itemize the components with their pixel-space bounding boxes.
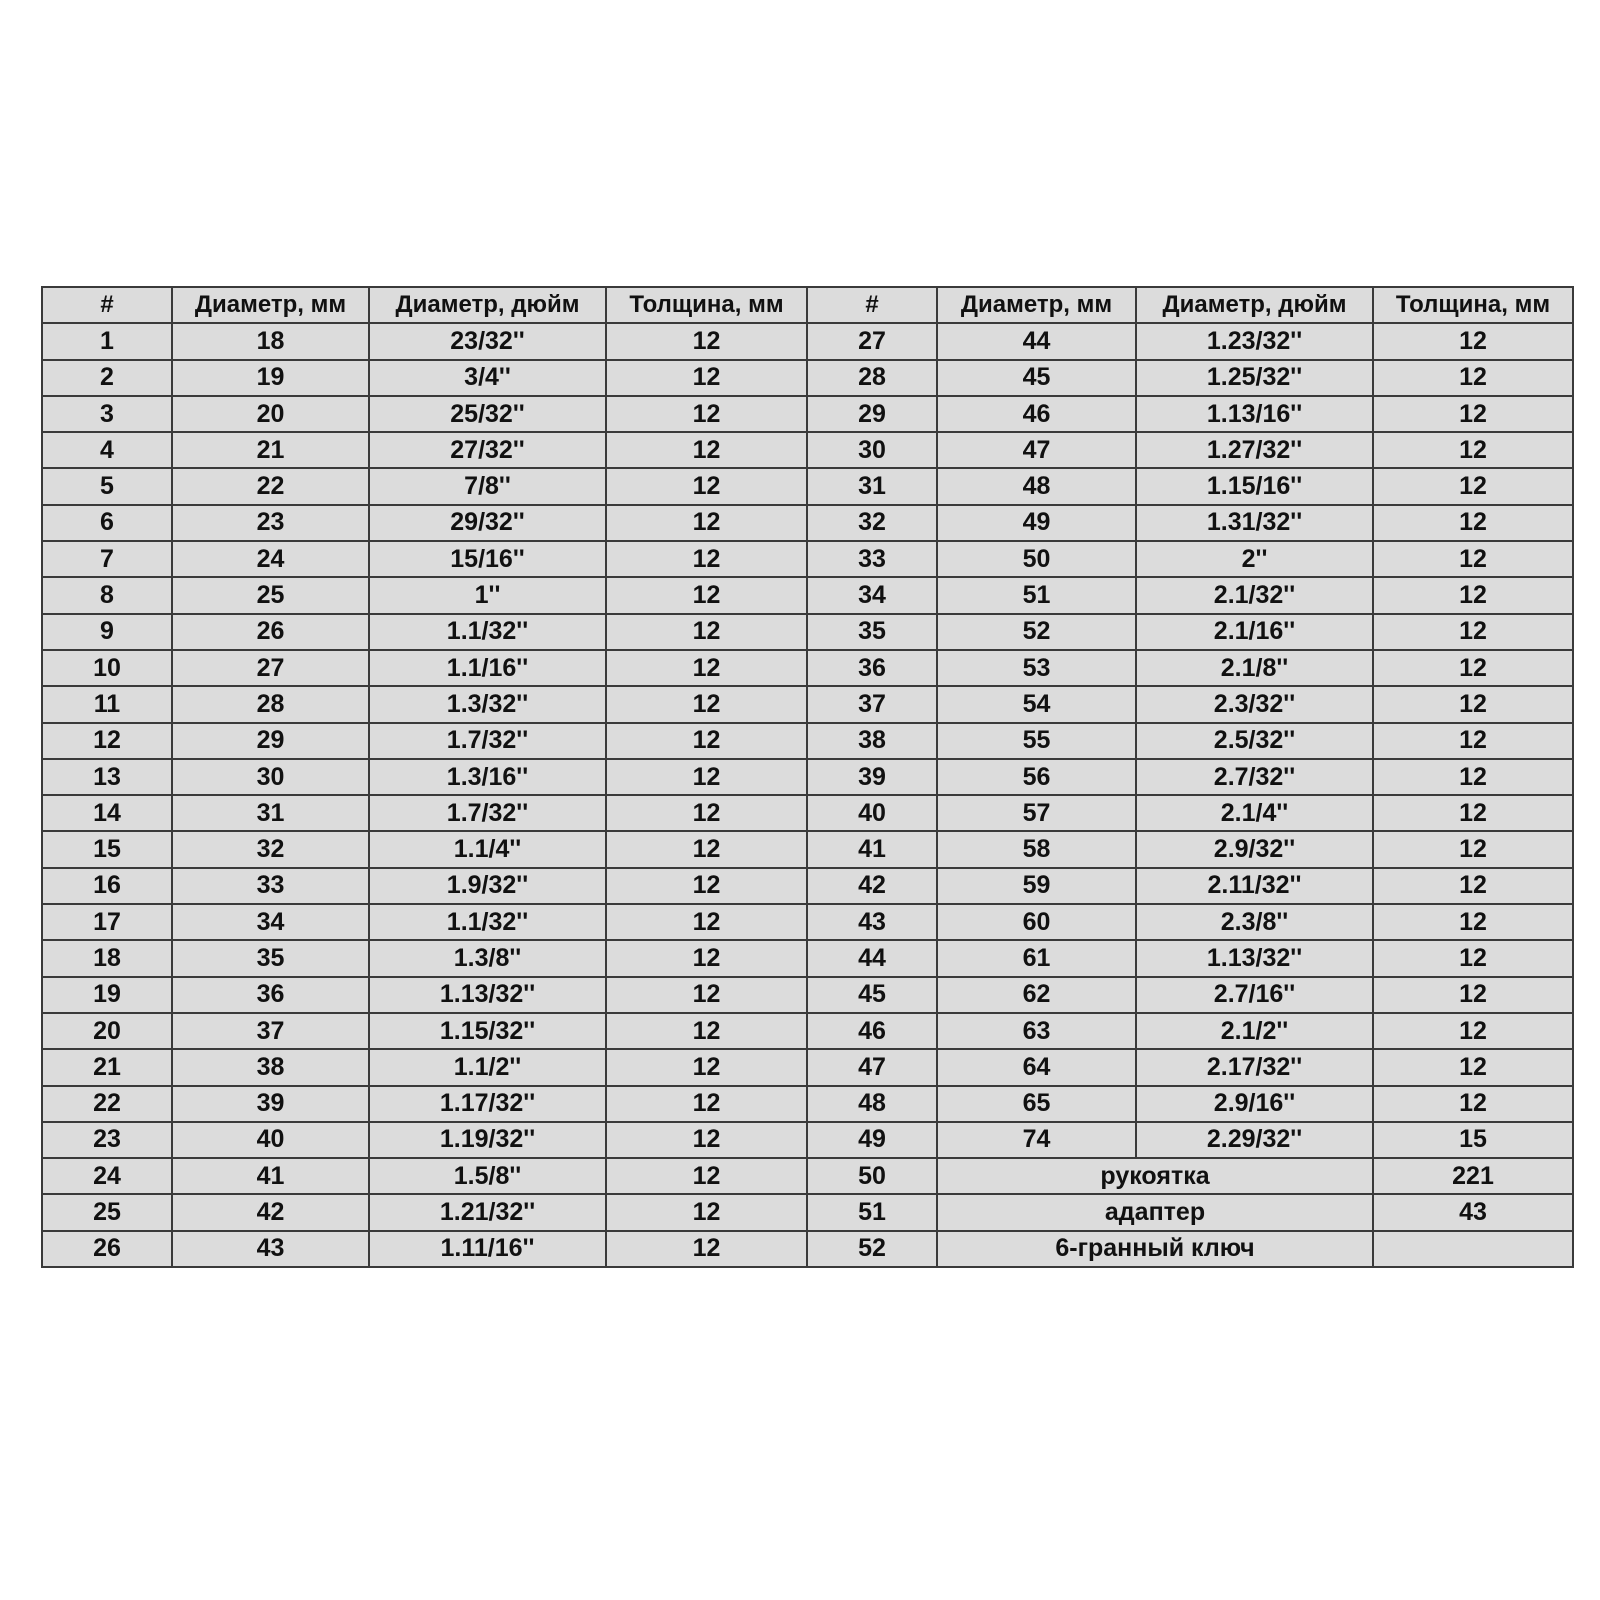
cell-num-right: 45 [807, 977, 937, 1013]
cell-diameter-mm-right: 50 [937, 541, 1136, 577]
cell-diameter-mm-right: 63 [937, 1013, 1136, 1049]
cell-thickness-left: 12 [606, 831, 807, 867]
cell-num-right: 31 [807, 468, 937, 504]
cell-thickness-left: 12 [606, 940, 807, 976]
cell-num-right: 43 [807, 904, 937, 940]
cell-accessory-name: адаптер [937, 1194, 1373, 1230]
cell-thickness-right: 12 [1373, 940, 1573, 976]
cell-accessory-value [1373, 1231, 1573, 1267]
header-row [42, 287, 1573, 323]
cell-diameter-inch-right: 2.5/32'' [1136, 723, 1373, 759]
cell-diameter-mm-right: 51 [937, 577, 1136, 613]
header-cell-num-right: # [807, 287, 937, 323]
cell-thickness-right: 12 [1373, 759, 1573, 795]
cell-diameter-inch-left: 1'' [369, 577, 606, 613]
cell-num-left: 25 [42, 1194, 172, 1230]
cell-diameter-inch-left: 3/4'' [369, 360, 606, 396]
cell-diameter-mm-left: 35 [172, 940, 369, 976]
cell-diameter-mm-left: 26 [172, 614, 369, 650]
cell-thickness-left: 12 [606, 541, 807, 577]
cell-diameter-mm-left: 23 [172, 505, 369, 541]
cell-num-left: 6 [42, 505, 172, 541]
cell-num-right: 39 [807, 759, 937, 795]
cell-thickness-right: 12 [1373, 577, 1573, 613]
cell-thickness-left: 12 [606, 686, 807, 722]
cell-diameter-inch-left: 1.1/2'' [369, 1049, 606, 1085]
cell-thickness-left: 12 [606, 904, 807, 940]
cell-diameter-mm-left: 33 [172, 868, 369, 904]
header-cell-thickness-right: Толщина, мм [1373, 287, 1573, 323]
cell-diameter-mm-left: 42 [172, 1194, 369, 1230]
cell-num-left: 2 [42, 360, 172, 396]
cell-diameter-inch-right: 2.9/16'' [1136, 1086, 1373, 1122]
cell-diameter-mm-right: 47 [937, 432, 1136, 468]
cell-thickness-left: 12 [606, 795, 807, 831]
cell-diameter-inch-right: 2.1/8'' [1136, 650, 1373, 686]
cell-thickness-right: 12 [1373, 505, 1573, 541]
cell-diameter-mm-left: 32 [172, 831, 369, 867]
table-row [42, 614, 1573, 650]
table-row [42, 831, 1573, 867]
cell-diameter-mm-right: 56 [937, 759, 1136, 795]
cell-thickness-right: 12 [1373, 541, 1573, 577]
cell-thickness-right: 12 [1373, 795, 1573, 831]
cell-accessory-name: 6-гранный ключ [937, 1231, 1373, 1267]
cell-thickness-left: 12 [606, 323, 807, 359]
cell-diameter-inch-left: 1.3/32'' [369, 686, 606, 722]
spec-table [41, 286, 1574, 1268]
table-body [42, 323, 1573, 1267]
cell-num-right: 50 [807, 1158, 937, 1194]
cell-diameter-inch-right: 1.31/32'' [1136, 505, 1373, 541]
cell-num-left: 4 [42, 432, 172, 468]
cell-num-left: 18 [42, 940, 172, 976]
cell-diameter-mm-left: 37 [172, 1013, 369, 1049]
cell-diameter-mm-right: 55 [937, 723, 1136, 759]
cell-diameter-inch-left: 1.3/8'' [369, 940, 606, 976]
cell-num-left: 20 [42, 1013, 172, 1049]
table-row [42, 577, 1573, 613]
cell-diameter-mm-right: 60 [937, 904, 1136, 940]
cell-diameter-inch-right: 1.15/16'' [1136, 468, 1373, 504]
cell-thickness-right: 12 [1373, 323, 1573, 359]
header-cell-diameter-mm-left: Диаметр, мм [172, 287, 369, 323]
cell-diameter-inch-left: 1.7/32'' [369, 795, 606, 831]
table-row [42, 940, 1573, 976]
cell-diameter-inch-right: 2.1/2'' [1136, 1013, 1373, 1049]
cell-diameter-mm-left: 25 [172, 577, 369, 613]
cell-num-left: 23 [42, 1122, 172, 1158]
cell-num-left: 3 [42, 396, 172, 432]
cell-num-left: 5 [42, 468, 172, 504]
cell-thickness-left: 12 [606, 1013, 807, 1049]
table-row [42, 323, 1573, 359]
cell-thickness-right: 12 [1373, 686, 1573, 722]
cell-num-right: 27 [807, 323, 937, 359]
cell-num-right: 40 [807, 795, 937, 831]
table-row [42, 1049, 1573, 1085]
cell-diameter-mm-right: 65 [937, 1086, 1136, 1122]
cell-diameter-inch-left: 27/32'' [369, 432, 606, 468]
table-row [42, 650, 1573, 686]
cell-thickness-left: 12 [606, 723, 807, 759]
table-row [42, 505, 1573, 541]
table-row [42, 541, 1573, 577]
table-row [42, 468, 1573, 504]
cell-diameter-inch-right: 2.7/32'' [1136, 759, 1373, 795]
cell-diameter-mm-left: 31 [172, 795, 369, 831]
cell-thickness-right: 12 [1373, 831, 1573, 867]
cell-diameter-inch-right: 1.13/32'' [1136, 940, 1373, 976]
cell-diameter-inch-left: 29/32'' [369, 505, 606, 541]
cell-diameter-inch-right: 2.1/32'' [1136, 577, 1373, 613]
table-row [42, 396, 1573, 432]
cell-diameter-inch-right: 2'' [1136, 541, 1373, 577]
cell-diameter-mm-left: 36 [172, 977, 369, 1013]
cell-thickness-left: 12 [606, 977, 807, 1013]
cell-num-right: 32 [807, 505, 937, 541]
cell-diameter-inch-left: 23/32'' [369, 323, 606, 359]
cell-diameter-inch-right: 2.3/8'' [1136, 904, 1373, 940]
table-row [42, 1122, 1573, 1158]
cell-diameter-mm-right: 59 [937, 868, 1136, 904]
cell-diameter-mm-right: 54 [937, 686, 1136, 722]
cell-diameter-mm-right: 45 [937, 360, 1136, 396]
cell-num-left: 22 [42, 1086, 172, 1122]
cell-diameter-mm-left: 29 [172, 723, 369, 759]
cell-thickness-left: 12 [606, 1158, 807, 1194]
cell-diameter-inch-right: 1.13/16'' [1136, 396, 1373, 432]
cell-num-left: 21 [42, 1049, 172, 1085]
cell-num-left: 16 [42, 868, 172, 904]
cell-accessory-value: 43 [1373, 1194, 1573, 1230]
cell-diameter-inch-left: 15/16'' [369, 541, 606, 577]
cell-thickness-right: 12 [1373, 868, 1573, 904]
cell-diameter-mm-left: 21 [172, 432, 369, 468]
cell-num-left: 17 [42, 904, 172, 940]
cell-thickness-right: 12 [1373, 650, 1573, 686]
cell-thickness-left: 12 [606, 468, 807, 504]
cell-diameter-inch-right: 2.17/32'' [1136, 1049, 1373, 1085]
cell-num-right: 30 [807, 432, 937, 468]
cell-diameter-inch-left: 7/8'' [369, 468, 606, 504]
cell-diameter-inch-right: 2.29/32'' [1136, 1122, 1373, 1158]
cell-diameter-mm-right: 58 [937, 831, 1136, 867]
cell-diameter-mm-right: 57 [937, 795, 1136, 831]
cell-diameter-inch-left: 1.1/32'' [369, 614, 606, 650]
cell-diameter-inch-left: 1.21/32'' [369, 1194, 606, 1230]
table-row [42, 432, 1573, 468]
table-row [42, 1231, 1573, 1267]
cell-diameter-mm-left: 40 [172, 1122, 369, 1158]
cell-diameter-mm-right: 64 [937, 1049, 1136, 1085]
cell-thickness-left: 12 [606, 650, 807, 686]
cell-diameter-mm-right: 44 [937, 323, 1136, 359]
cell-num-left: 11 [42, 686, 172, 722]
cell-diameter-mm-left: 38 [172, 1049, 369, 1085]
cell-num-right: 52 [807, 1231, 937, 1267]
cell-diameter-mm-left: 41 [172, 1158, 369, 1194]
cell-diameter-inch-left: 25/32'' [369, 396, 606, 432]
cell-diameter-mm-left: 19 [172, 360, 369, 396]
table-row [42, 904, 1573, 940]
cell-num-right: 41 [807, 831, 937, 867]
cell-diameter-inch-right: 2.1/16'' [1136, 614, 1373, 650]
cell-num-left: 24 [42, 1158, 172, 1194]
cell-diameter-mm-right: 49 [937, 505, 1136, 541]
cell-num-right: 51 [807, 1194, 937, 1230]
cell-diameter-mm-left: 39 [172, 1086, 369, 1122]
cell-diameter-inch-left: 1.1/32'' [369, 904, 606, 940]
cell-diameter-inch-left: 1.15/32'' [369, 1013, 606, 1049]
cell-thickness-left: 12 [606, 1086, 807, 1122]
cell-num-left: 10 [42, 650, 172, 686]
cell-thickness-left: 12 [606, 1049, 807, 1085]
table-row [42, 1086, 1573, 1122]
cell-thickness-right: 12 [1373, 360, 1573, 396]
cell-diameter-inch-left: 1.3/16'' [369, 759, 606, 795]
cell-diameter-mm-left: 24 [172, 541, 369, 577]
cell-num-left: 9 [42, 614, 172, 650]
cell-thickness-right: 12 [1373, 904, 1573, 940]
cell-num-right: 37 [807, 686, 937, 722]
cell-diameter-inch-right: 2.7/16'' [1136, 977, 1373, 1013]
table-row [42, 686, 1573, 722]
cell-diameter-mm-right: 53 [937, 650, 1136, 686]
header-cell-diameter-inch-right: Диаметр, дюйм [1136, 287, 1373, 323]
cell-num-right: 49 [807, 1122, 937, 1158]
cell-thickness-right: 12 [1373, 432, 1573, 468]
header-cell-thickness-left: Толщина, мм [606, 287, 807, 323]
cell-diameter-mm-left: 30 [172, 759, 369, 795]
cell-diameter-inch-left: 1.1/4'' [369, 831, 606, 867]
cell-diameter-inch-right: 1.27/32'' [1136, 432, 1373, 468]
cell-diameter-mm-left: 18 [172, 323, 369, 359]
table-row [42, 1013, 1573, 1049]
table-row [42, 1194, 1573, 1230]
cell-diameter-inch-left: 1.11/16'' [369, 1231, 606, 1267]
cell-num-right: 44 [807, 940, 937, 976]
table-row [42, 723, 1573, 759]
cell-thickness-right: 12 [1373, 977, 1573, 1013]
cell-num-right: 47 [807, 1049, 937, 1085]
cell-diameter-mm-left: 20 [172, 396, 369, 432]
cell-num-left: 26 [42, 1231, 172, 1267]
cell-diameter-inch-right: 2.9/32'' [1136, 831, 1373, 867]
cell-num-left: 8 [42, 577, 172, 613]
cell-num-left: 1 [42, 323, 172, 359]
cell-thickness-left: 12 [606, 1231, 807, 1267]
cell-num-right: 48 [807, 1086, 937, 1122]
header-cell-diameter-mm-right: Диаметр, мм [937, 287, 1136, 323]
cell-diameter-mm-left: 28 [172, 686, 369, 722]
cell-thickness-right: 12 [1373, 468, 1573, 504]
cell-diameter-inch-left: 1.9/32'' [369, 868, 606, 904]
cell-diameter-mm-left: 34 [172, 904, 369, 940]
cell-thickness-left: 12 [606, 1122, 807, 1158]
cell-num-right: 33 [807, 541, 937, 577]
cell-num-right: 29 [807, 396, 937, 432]
cell-thickness-left: 12 [606, 577, 807, 613]
cell-thickness-left: 12 [606, 759, 807, 795]
cell-num-right: 34 [807, 577, 937, 613]
table-row [42, 759, 1573, 795]
cell-diameter-mm-right: 74 [937, 1122, 1136, 1158]
table-row [42, 795, 1573, 831]
cell-diameter-inch-right: 2.1/4'' [1136, 795, 1373, 831]
cell-diameter-inch-left: 1.17/32'' [369, 1086, 606, 1122]
cell-diameter-inch-right: 1.23/32'' [1136, 323, 1373, 359]
cell-diameter-mm-left: 22 [172, 468, 369, 504]
cell-num-right: 46 [807, 1013, 937, 1049]
cell-thickness-right: 12 [1373, 614, 1573, 650]
cell-diameter-inch-left: 1.1/16'' [369, 650, 606, 686]
cell-accessory-name: рукоятка [937, 1158, 1373, 1194]
cell-diameter-inch-left: 1.5/8'' [369, 1158, 606, 1194]
cell-num-left: 15 [42, 831, 172, 867]
cell-accessory-value: 221 [1373, 1158, 1573, 1194]
cell-thickness-right: 12 [1373, 1086, 1573, 1122]
cell-num-left: 12 [42, 723, 172, 759]
cell-thickness-left: 12 [606, 396, 807, 432]
cell-diameter-mm-right: 61 [937, 940, 1136, 976]
cell-thickness-left: 12 [606, 505, 807, 541]
cell-diameter-inch-left: 1.19/32'' [369, 1122, 606, 1158]
cell-thickness-right: 12 [1373, 1049, 1573, 1085]
cell-num-right: 35 [807, 614, 937, 650]
table-row [42, 977, 1573, 1013]
cell-diameter-inch-right: 2.3/32'' [1136, 686, 1373, 722]
cell-num-right: 42 [807, 868, 937, 904]
cell-thickness-right: 15 [1373, 1122, 1573, 1158]
cell-num-left: 14 [42, 795, 172, 831]
cell-num-right: 38 [807, 723, 937, 759]
cell-diameter-mm-right: 48 [937, 468, 1136, 504]
cell-num-right: 36 [807, 650, 937, 686]
cell-thickness-left: 12 [606, 868, 807, 904]
cell-num-left: 7 [42, 541, 172, 577]
cell-thickness-right: 12 [1373, 1013, 1573, 1049]
table-row [42, 868, 1573, 904]
header-cell-num-left: # [42, 287, 172, 323]
cell-thickness-left: 12 [606, 360, 807, 396]
cell-diameter-mm-right: 46 [937, 396, 1136, 432]
cell-thickness-right: 12 [1373, 723, 1573, 759]
cell-diameter-mm-right: 52 [937, 614, 1136, 650]
cell-diameter-inch-right: 1.25/32'' [1136, 360, 1373, 396]
cell-diameter-inch-left: 1.13/32'' [369, 977, 606, 1013]
cell-thickness-left: 12 [606, 1194, 807, 1230]
cell-thickness-left: 12 [606, 614, 807, 650]
cell-diameter-mm-left: 27 [172, 650, 369, 686]
table-row [42, 360, 1573, 396]
cell-thickness-right: 12 [1373, 396, 1573, 432]
table-row [42, 1158, 1573, 1194]
header-cell-diameter-inch-left: Диаметр, дюйм [369, 287, 606, 323]
cell-diameter-mm-left: 43 [172, 1231, 369, 1267]
cell-diameter-mm-right: 62 [937, 977, 1136, 1013]
cell-num-right: 28 [807, 360, 937, 396]
cell-num-left: 19 [42, 977, 172, 1013]
cell-diameter-inch-left: 1.7/32'' [369, 723, 606, 759]
cell-thickness-left: 12 [606, 432, 807, 468]
cell-num-left: 13 [42, 759, 172, 795]
cell-diameter-inch-right: 2.11/32'' [1136, 868, 1373, 904]
